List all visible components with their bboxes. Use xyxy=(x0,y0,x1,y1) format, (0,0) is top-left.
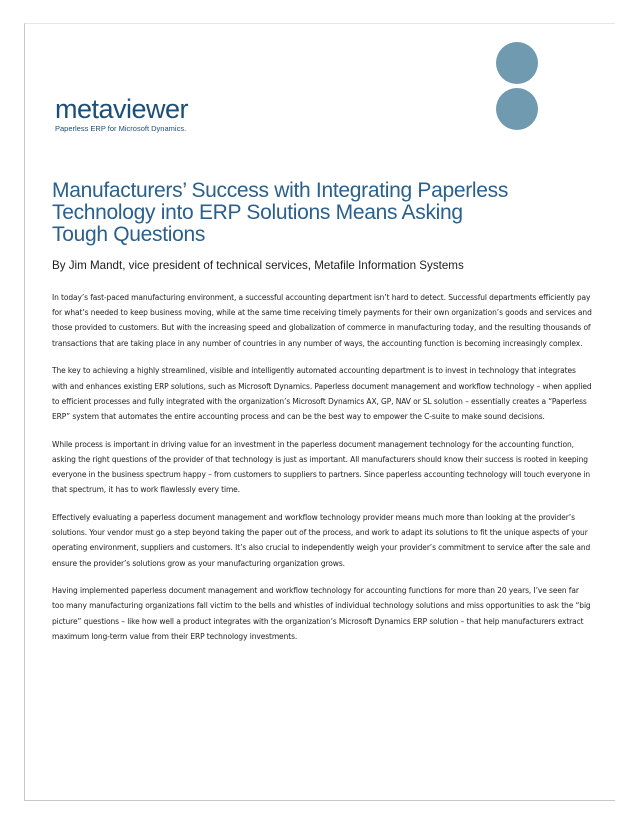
paragraph: While process is important in driving value for an investment in the paperless document management technology for the accounting function, asking the right questions of the provider of that technology is just as important. All manufacturers should know their success is rooted in keeping everyone in the business spectrum happy – from customers to suppliers to partners. Since paperless accounting technology will touch everyone in that spectrum, it has to work flawlessly every time. xyxy=(52,439,591,495)
paragraph: The key to achieving a highly streamlined, visible and intelligently automated accounting department is to invest in technology that integrates with and enhances existing ERP solutions, such as Microsoft Dynamics. Paperless document management and workflow technology – when applied to efficient processes and fully integrated with the organization’s Microsoft Dynamics AX, GP, NAV or SL solution – essentially creates a “Paperless ERP” system that automates the entire accounting process and can be the best way to empower the C-suite to make sound decisions. xyxy=(52,366,592,421)
title-line: Tough Questions xyxy=(52,223,206,246)
decorative-circle-top xyxy=(496,42,538,84)
logo-wordmark: metaviewer xyxy=(55,94,189,124)
paragraph: In today’s fast-paced manufacturing environment, a successful accounting department isn’t hard to detect. Successful departments efficiently pay for what’s needed to keep business moving, while at the same time receiving timely payments for their own organization’s goods and services and those provided to customers. But with the increasing speed and globalization of commerce in manufacturing today, and the resulting thousands of transactions that are taking place in any number of countries in any number of ways, the accounting function is becoming increasingly complex. xyxy=(52,293,592,348)
metaviewer-logo xyxy=(55,95,255,135)
paragraph: Having implemented paperless document management and workflow technology for accounting functions for more than 20 years, I’ve seen far too many manufacturing organizations fall victim to the bells and whistles of individual technology solutions and miss opportunities to ask the “big picture” questions – like how well a product integrates with the organization’s Microsoft Dynamics ERP solution – that help manufacturers extract maximum long-term value from their ERP technology investments. xyxy=(52,586,591,641)
article-title xyxy=(52,180,592,246)
logo-tagline: Paperless ERP for Microsoft Dynamics. xyxy=(55,124,187,133)
title-line: Technology into ERP Solutions Means Asking xyxy=(52,201,463,224)
byline: By Jim Mandt, vice president of technical services, Metafile Information Systems xyxy=(52,259,464,272)
decorative-circle-bottom xyxy=(496,88,538,130)
article-body xyxy=(52,290,592,657)
title-line: Manufacturers’ Success with Integrating Paperless xyxy=(52,179,509,202)
paragraph: Effectively evaluating a paperless document management and workflow technology provider means much more than looking at the provider’s solutions. Your vendor must go a step beyond taking the paper out of the process, and work to adapt its solutions to fit the unique aspects of your operating environment, suppliers and customers. It’s also crucial to independently weigh your provider’s commitment to service after the sale and ensure the provider’s solutions grow as your manufacturing organization grows. xyxy=(52,512,591,568)
